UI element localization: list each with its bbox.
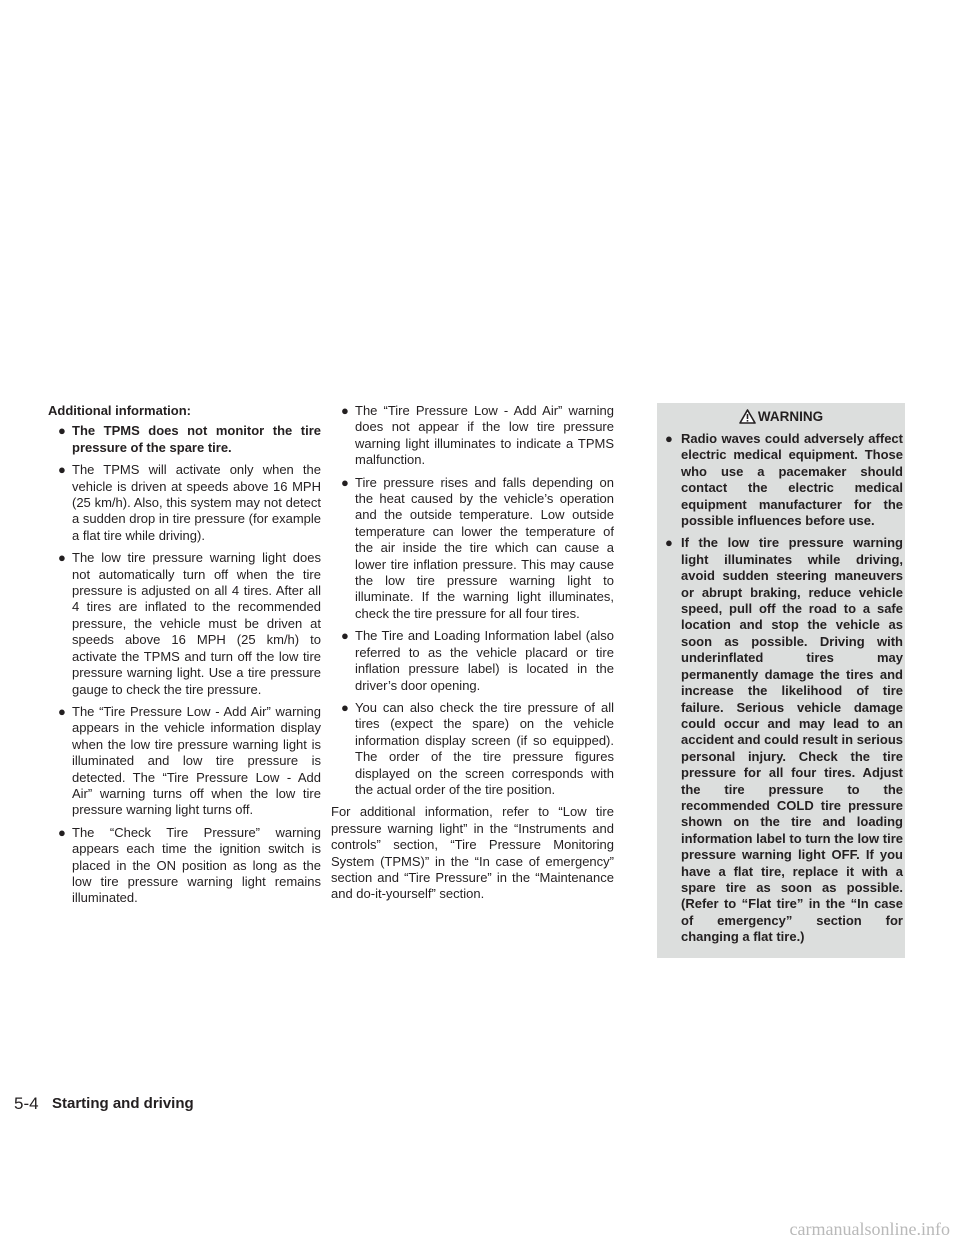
warning-item xyxy=(659,431,903,529)
list-item-text: The low tire pressure warning light does not automatically turn off when the tire pressure is adjusted on all 4 tires. After all 4 tires are inflated to the recommended pressure, the vehicle must be driven at speeds above 16 MPH (25 km/h) to activate the TPMS and turn off the low tire pressure warning light. Use a tire pressure gauge to check the tire pressure. xyxy=(72,550,321,697)
additional-information-heading: Additional information: xyxy=(48,403,191,418)
list-item xyxy=(48,704,321,819)
bullet-icon: ● xyxy=(341,403,349,418)
list-item-text: The “Check Tire Pressure” warning appears each time the ignition switch is placed in the ON position as long as the low tire pressure warning light remains illuminated. xyxy=(72,824,321,906)
warning-item-text: If the low tire pressure warning light illuminates while driving, avoid sudden steering maneuvers or abrupt braking, reduce vehicle speed, pull off the road to a safe location and stop the vehicle as soon as possible. Driving with underinflated tires may permanently damage the tires and increase the likelihood of tire failure. Serious vehicle damage could occur and may lead to an accident and could result in serious personal injury. Check the tire pressure for all four tires. Adjust the tire pressure to the recommended COLD tire pressure shown on the tire and loading information label to turn the low tire pressure warning light OFF. If you have a flat tire, replace it with a spare tire as soon as possible. (Refer to “Flat tire” in the “In case of emergency” section for changing a flat tire.) xyxy=(681,535,903,945)
list-item-text: The “Tire Pressure Low - Add Air” warning appears in the vehicle information display when the low tire pressure warning light is illuminated and low tire pressure is detected. The “Tire Pressure Low - Add Air” warning turns off when the low tire pressure warning light turns off. xyxy=(72,703,321,818)
list-item-text: You can also check the tire pressure of all tires (expect the spare) on the vehicle information display screen (if so equipped). The order of the tire pressure figures displayed on the screen corresponds with the actual order of the tire position. xyxy=(355,699,614,797)
list-item xyxy=(331,403,614,469)
page-footer xyxy=(0,1094,960,1114)
bullet-icon: ● xyxy=(58,423,66,439)
warning-box xyxy=(657,403,905,958)
additional-info-paragraph: For additional information, refer to “Low tire pressure warning light” in the “Instruments and controls” section, “Tire Pressure Monitoring System (TPMS)” in the “In case of emergency” section and “Tire Pressure” in the “Maintenance and do-it-yourself” section. xyxy=(331,804,614,902)
list-item xyxy=(48,550,321,698)
warning-title-text: WARNING xyxy=(757,409,824,424)
left-column xyxy=(48,403,321,913)
bullet-icon: ● xyxy=(341,474,349,490)
list-item-text: The Tire and Loading Information label (also referred to as the vehicle placard or tire inflation pressure label) is located in the driver’s door opening. xyxy=(355,628,614,693)
list-item xyxy=(331,700,614,798)
list-item xyxy=(48,462,321,544)
list-item-text: The “Tire Pressure Low - Add Air” warning does not appear if the low tire pressure warning light illuminates to indicate a TPMS malfunction. xyxy=(355,403,614,468)
bullet-icon: ● xyxy=(58,703,66,719)
section-name: Starting and driving xyxy=(52,1095,194,1112)
list-item xyxy=(331,475,614,623)
warning-title xyxy=(659,403,903,431)
right-column xyxy=(657,403,905,958)
list-item xyxy=(48,825,321,907)
list-item xyxy=(48,423,321,456)
warning-item xyxy=(659,535,903,945)
list-item-text: Tire pressure rises and falls depending on the heat caused by the vehicle’s operation and the outside temperature. Low outside temperature can lower the temperature of the air inside the tire which can cause a lower tire inflation pressure. This may cause the low tire pressure warning light to illuminate. If the warning light illuminates, check the tire pressure for all four tires. xyxy=(355,474,614,621)
list-item xyxy=(331,628,614,694)
warning-triangle-icon xyxy=(739,409,756,424)
page-number: 5-4 xyxy=(14,1094,39,1113)
bullet-icon: ● xyxy=(341,699,349,715)
bullet-icon: ● xyxy=(58,550,66,566)
bullet-icon: ● xyxy=(665,535,673,551)
list-item-text: The TPMS does not monitor the tire pressure of the spare tire. xyxy=(72,423,321,455)
watermark: carmanualsonline.info xyxy=(789,1219,950,1239)
list-item-text: The TPMS will activate only when the vehicle is driven at speeds above 16 MPH (25 km/h). Also, this system may not detect a sudden drop in tire pressure (for example a flat tire while driving). xyxy=(72,462,321,543)
bullet-icon: ● xyxy=(58,462,66,478)
middle-column xyxy=(331,403,614,903)
bullet-icon: ● xyxy=(58,824,66,840)
bullet-icon: ● xyxy=(665,431,673,446)
bullet-icon: ● xyxy=(341,628,349,644)
warning-item-text: Radio waves could adversely affect electric medical equipment. Those who use a pacemaker should contact the electric medical equipment manufacturer for the possible influences before use. xyxy=(681,431,903,529)
